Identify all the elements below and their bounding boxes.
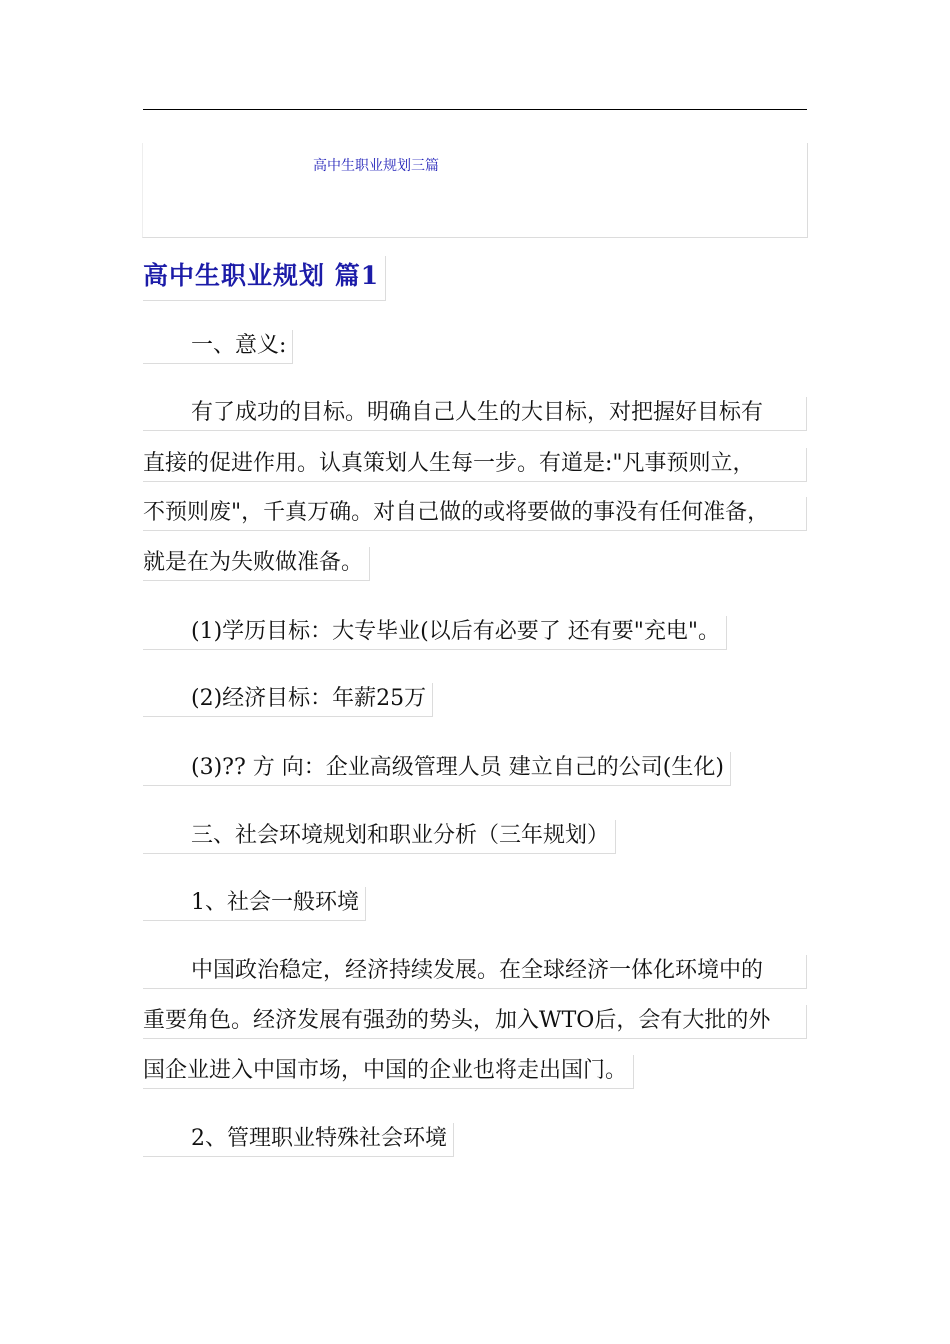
paragraph-line: 重要角色。经济发展有强劲的势头，加入WTO后，会有大批的外: [143, 1005, 807, 1039]
paragraph-line: 国企业进入中国市场，中国的企业也将走出国门。: [143, 1055, 634, 1089]
subheading-meaning: 一、意义:: [143, 330, 293, 364]
table-of-contents: [142, 143, 808, 238]
paragraph-line: 有了成功的目标。明确自己人生的大目标，对把握好目标有: [143, 397, 807, 431]
header-rule: [143, 109, 807, 110]
subheading-general-environment: 1、社会一般环境: [143, 887, 366, 921]
paragraph-line: 就是在为失败做准备。: [143, 547, 370, 581]
toc-link[interactable]: 高中生职业规划三篇: [313, 158, 439, 174]
goal-economy: (2)经济目标：年薪25万: [143, 683, 433, 717]
goal-direction: (3)?? 方 向：企业高级管理人员 建立自己的公司(生化): [143, 752, 731, 786]
paragraph-line: 中国政治稳定，经济持续发展。在全球经济一体化环境中的: [143, 955, 807, 989]
goal-education: (1)学历目标：大专毕业(以后有必要了 还有要"充电"。: [143, 616, 727, 650]
subheading-social-environment: 三、社会环境规划和职业分析（三年规划）: [143, 820, 616, 854]
subheading-management-environment: 2、管理职业特殊社会环境: [143, 1123, 454, 1157]
section-heading: 高中生职业规划 篇1: [143, 256, 386, 301]
paragraph-line: 不预则废"，千真万确。对自己做的或将要做的事没有任何准备，: [143, 497, 807, 531]
paragraph-line: 直接的促进作用。认真策划人生每一步。有道是:"凡事预则立，: [143, 448, 807, 482]
